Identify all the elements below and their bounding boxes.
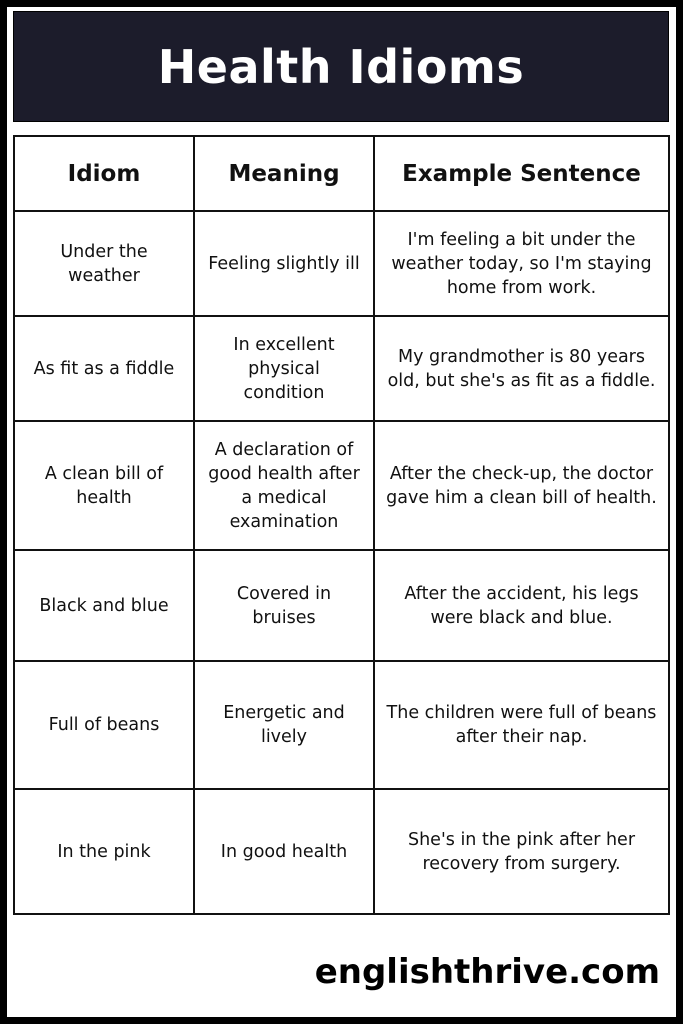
idiom-cell: Under the weather [14,211,194,316]
table-header-row [14,136,669,211]
header-example: Example Sentence [374,136,669,211]
header-idiom: Idiom [14,136,194,211]
idiom-cell: In the pink [14,789,194,914]
idioms-table [13,135,670,915]
meaning-cell: Energetic and lively [194,661,374,789]
example-cell: After the check-up, the doctor gave him a clean bill of health. [374,421,669,550]
idiom-cell: Black and blue [14,550,194,661]
example-cell: I'm feeling a bit under the weather today, so I'm staying home from work. [374,211,669,316]
example-cell: The children were full of beans after their nap. [374,661,669,789]
meaning-cell: In excellent physical condition [194,316,374,421]
title-banner [13,11,669,122]
example-cell: After the accident, his legs were black and blue. [374,550,669,661]
header-meaning: Meaning [194,136,374,211]
idiom-cell: As fit as a fiddle [14,316,194,421]
table-row [14,550,669,661]
idiom-cell: Full of beans [14,661,194,789]
example-cell: She's in the pink after her recovery from surgery. [374,789,669,914]
page-title: Health Idioms [157,39,525,94]
table-row [14,421,669,550]
table-row [14,211,669,316]
meaning-cell: Covered in bruises [194,550,374,661]
example-cell: My grandmother is 80 years old, but she's as fit as a fiddle. [374,316,669,421]
meaning-cell: A declaration of good health after a medical examination [194,421,374,550]
table-row [14,789,669,914]
table-row [14,316,669,421]
meaning-cell: Feeling slightly ill [194,211,374,316]
table-row [14,661,669,789]
meaning-cell: In good health [194,789,374,914]
page [7,7,676,1017]
site-url: englishthrive.com [314,952,660,992]
idiom-cell: A clean bill of health [14,421,194,550]
